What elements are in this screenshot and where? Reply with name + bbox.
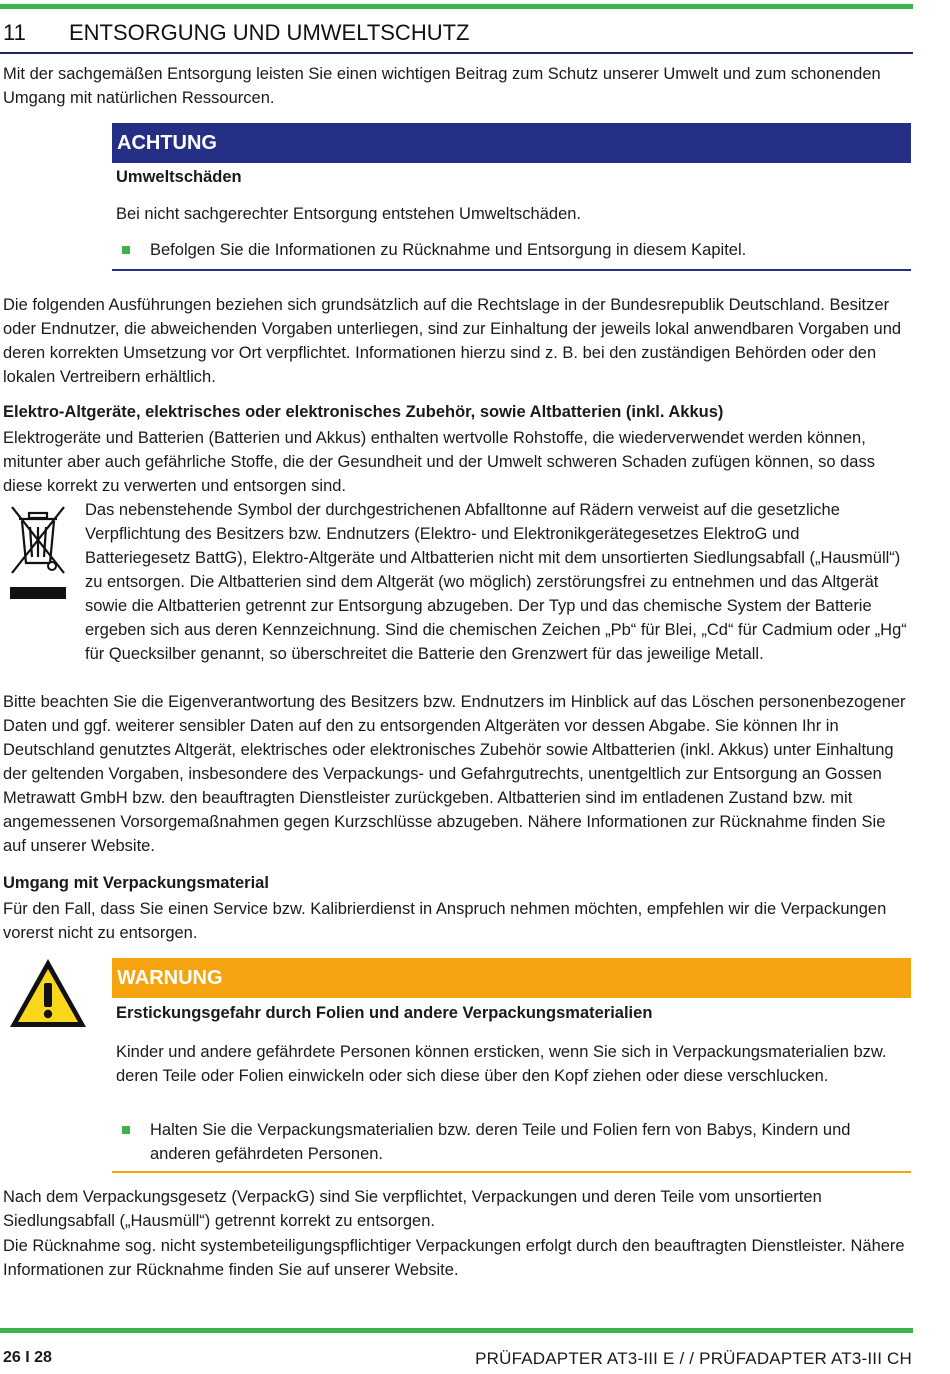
section-title: ENTSORGUNG UND UMWELTSCHUTZ [69,20,470,45]
warning-triangle-icon [8,957,88,1030]
caution-title: Umweltschäden [116,168,242,186]
elektro-paragraph: Elektrogeräte und Batterien (Batterien und Akkus) enthalten wertvolle Rohstoffe, die wiederverwendet werden können, mitunter aber auch gefährliche Stoffe, die der Gesundheit und der Umwelt schweren Schaden zufügen können, so dass diese korrekt zu verwerten und entsorgen sind. [3,429,875,495]
bullet-square-icon [122,246,130,254]
elektro-heading: Elektro-Altgeräte, elektrisches oder elektronisches Zubehör, sowie Altbatterien (inkl. Akkus) [3,403,724,421]
closing-paragraph-2: Die Rücknahme sog. nicht systembeteiligungspflichtiger Verpackungen erfolgt durch den beauftragten Dienstleister. Nähere Informationen zur Rücknahme finden Sie auf unserer Website. [3,1237,905,1279]
symbol-paragraph: Das nebenstehende Symbol der durchgestrichenen Abfalltonne auf Rädern verweist auf die gesetzliche Verpflichtung des Besitzers bzw. Endnutzers (Elektro- und Elektronikgerätegesetzes ElektroG und Batteriegesetz BattG), Elektro-Altgeräte und Altbatterien nicht mit dem unsortierten Siedlungsabfall („Hausmüll“) zu entsorgen. Die Altbatterien sind dem Altgerät (wo möglich) zerstörungsfrei zu entnehmen und das Altgerät sowie die Altbatterien getrennt zur Entsorgung abzugeben. Der Typ und das chemische System der Batterie ergeben sich aus deren Kennzeichnung. Sind die chemischen Zeichen „Pb“ für Blei, „Cd“ für Cadmium oder „Hg“ für Quecksilber genannt, so überschreitet die Batterie den Grenzwert für das jeweilige Metall. [85,501,907,663]
caution-bullet-text: Befolgen Sie die Informationen zu Rücknahme und Entsorgung in diesem Kapitel. [150,241,747,259]
caution-bottom-rule [112,269,911,271]
caution-label: ACHTUNG [112,123,911,163]
heading-rule [0,52,913,54]
footer-product-title: PRÜFADAPTER AT3-III E / / PRÜFADAPTER AT3-III CH [475,1349,912,1368]
bullet-square-icon [122,1126,130,1134]
warning-bullet-item [116,1118,906,1166]
warning-bottom-rule [112,1171,911,1173]
warning-text: Kinder und andere gefährdete Personen können ersticken, wenn Sie sich in Verpackungsmaterialien bzw. deren Teile oder Folien einwickeln oder sich diese über den Kopf ziehen oder diese verschlucken. [116,1043,887,1085]
caution-text: Bei nicht sachgerechter Entsorgung entstehen Umweltschäden. [116,205,582,223]
warning-title: Erstickungsgefahr durch Folien und andere Verpackungsmaterialien [116,1004,653,1022]
page-number: 26 I 28 [3,1349,52,1366]
intro-paragraph: Mit der sachgemäßen Entsorgung leisten Sie einen wichtigen Beitrag zum Schutz unserer Umwelt und zum schonenden Umgang mit natürlichen Ressourcen. [3,65,881,107]
caution-bullet-item [116,238,906,262]
crossed-out-wheelie-bin-icon [8,503,68,603]
legal-paragraph: Die folgenden Ausführungen beziehen sich grundsätzlich auf die Rechtslage in der Bundesrepublik Deutschland. Besitzer oder Endnutzer, die abweichenden Vorgaben unterliegen, sind zur Einhaltung der jeweils lokal anwendbaren Vorgaben und deren korrekten Umsetzung vor Ort verpflichtet. Informationen hierzu sind z. B. bei den zuständigen Behörden oder den lokalen Vertreibern erhältlich. [3,296,902,386]
top-green-bar [0,4,913,9]
bottom-green-bar [0,1328,913,1333]
section-heading [3,20,913,46]
packaging-heading: Umgang mit Verpackungsmaterial [3,874,269,892]
ownership-paragraph: Bitte beachten Sie die Eigenverantwortung des Besitzers bzw. Endnutzers im Hinblick auf das Löschen personenbezogener Daten und ggf. weiterer sensibler Daten auf den zu entsorgenden Altgeräten vor dessen Abgabe. Sie können Ihr in Deutschland genutztes Altgerät, elektrisches oder elektronisches Zubehör sowie Altbatterien (inkl. Akkus) unter Einhaltung der geltenden Vorgaben, insbesondere des Verpackungs- und Gefahrgutrechts, unentgeltlich zur Entsorgung an Gossen Metrawatt GmbH bzw. den beauftragten Dienstleister zurückgeben. Altbatterien sind im entladenen Zustand bzw. mit angemessenen Vorsorgemaßnahmen gegen Kurzschlüsse abzugeben. Nähere Informationen zur Rücknahme finden Sie auf unserer Website. [3,693,906,855]
warning-bullet-text: Halten Sie die Verpackungsmaterialien bzw. deren Teile und Folien fern von Babys, Kindern und anderen gefährdeten Personen. [150,1121,851,1163]
section-number: 11 [3,20,26,45]
packaging-paragraph: Für den Fall, dass Sie einen Service bzw. Kalibrierdienst in Anspruch nehmen möchten, empfehlen wir die Verpackungen vorerst nicht zu entsorgen. [3,900,887,942]
warning-label: WARNUNG [112,958,911,998]
closing-paragraph-1: Nach dem Verpackungsgesetz (VerpackG) sind Sie verpflichtet, Verpackungen und deren Teile vom unsortierten Siedlungsabfall („Hausmüll“) getrennt korrekt zu entsorgen. [3,1188,822,1230]
